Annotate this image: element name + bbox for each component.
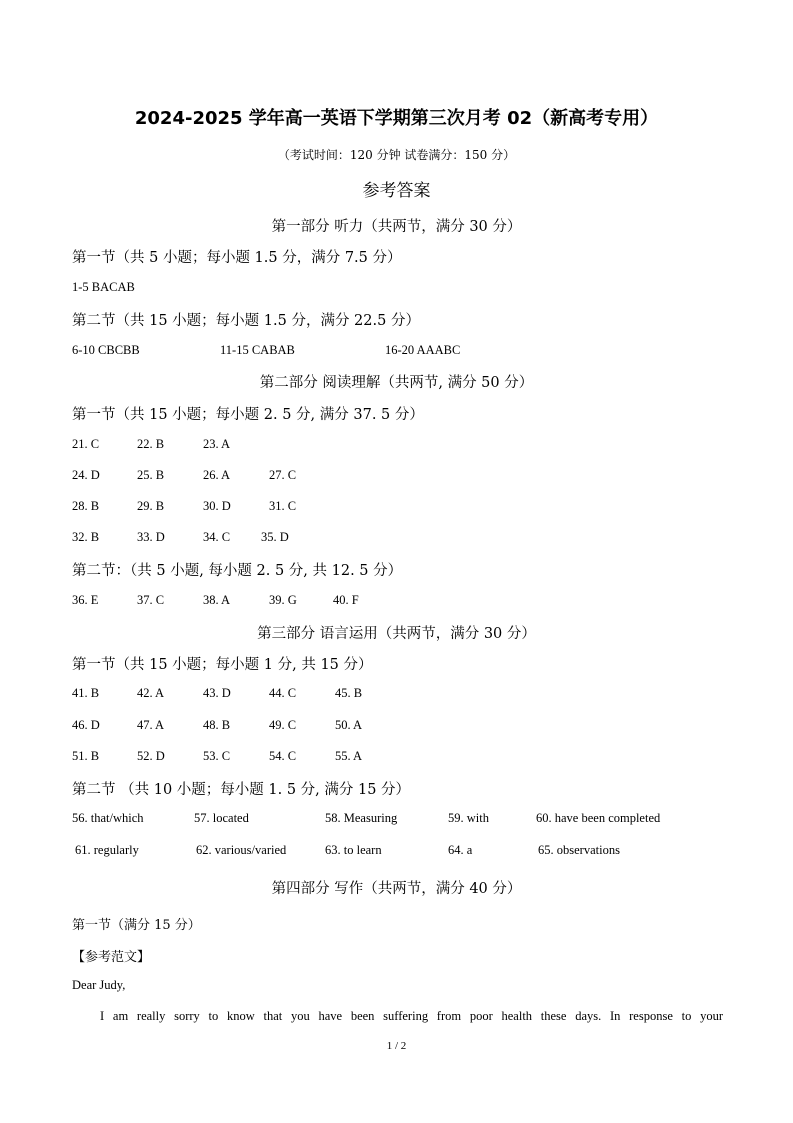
- answer-item: 50. A: [335, 718, 363, 732]
- part1-sec1-heading: 第一节（共 5 小题；每小题 1.5 分，满分 7.5 分）: [72, 250, 402, 266]
- answer-item: 24. D: [72, 468, 100, 482]
- answers-heading: 参考答案: [362, 181, 431, 201]
- part2-sec1-heading: 第一节（共 15 小题；每小题 2. 5 分, 满分 37. 5 分）: [72, 407, 424, 423]
- answer-item: 63. to learn: [325, 843, 382, 857]
- part4-sec1-heading: 第一节（满分 15 分）: [72, 918, 201, 933]
- answer-item: 58. Measuring: [325, 811, 398, 825]
- part1-title: 第一部分 听力（共两节，满分 30 分）: [271, 219, 522, 235]
- answer-item: 41. B: [72, 686, 100, 700]
- answer-item: 25. B: [137, 468, 165, 482]
- answer-item: 32. B: [72, 530, 100, 544]
- answer-item: 52. D: [137, 749, 165, 763]
- sample-essay-label: 【参考范文】: [72, 950, 151, 965]
- part3-sec1-heading: 第一节（共 15 小题；每小题 1 分, 共 15 分）: [72, 657, 373, 673]
- answer-item: 43. D: [203, 686, 231, 700]
- answer-item: 56. that/which: [72, 811, 144, 825]
- answer-group: 11-15 CABAB: [220, 343, 295, 357]
- answer-item: 36. E: [72, 593, 99, 607]
- answer-item: 33. D: [137, 530, 165, 544]
- answer-item: 22. B: [137, 437, 165, 451]
- answer-item: 62. various/varied: [196, 843, 287, 857]
- answer-item: 30. D: [203, 499, 231, 513]
- answer-item: 55. A: [335, 749, 363, 763]
- answer-item: 38. A: [203, 593, 231, 607]
- answer-item: 46. D: [72, 718, 100, 732]
- exam-info: （考试时间：120 分钟 试卷满分：150 分）: [277, 148, 516, 162]
- answer-item: 39. G: [269, 593, 297, 607]
- essay-paragraph: I am really sorry to know that you have been suffering from poor health these days. In response to your: [100, 1009, 723, 1023]
- part3-title: 第三部分 语言运用（共两节，满分 30 分）: [257, 626, 536, 642]
- answer-group: 16-20 AAABC: [385, 343, 461, 357]
- answer-item: 42. A: [137, 686, 165, 700]
- answer-item: 21. C: [72, 437, 100, 451]
- document-title: 2024-2025 学年高一英语下学期第三次月考 02（新高考专用）: [134, 108, 659, 129]
- part1-sec2-heading: 第二节（共 15 小题；每小题 1.5 分，满分 22.5 分）: [72, 313, 420, 329]
- greeting-text: Dear Judy,: [72, 978, 126, 992]
- answer-item: 64. a: [448, 843, 473, 857]
- answer-item: 45. B: [335, 686, 363, 700]
- part4-title: 第四部分 写作（共两节，满分 40 分）: [271, 881, 522, 897]
- answer-item: 51. B: [72, 749, 100, 763]
- answer-item: 61. regularly: [75, 843, 139, 857]
- page-number: 1 / 2: [386, 1040, 407, 1052]
- answer-item: 23. A: [203, 437, 231, 451]
- answer-item: 65. observations: [538, 843, 620, 857]
- answer-group: 1-5 BACAB: [72, 280, 135, 294]
- answer-item: 49. C: [269, 718, 297, 732]
- answer-item: 26. A: [203, 468, 231, 482]
- answer-item: 27. C: [269, 468, 297, 482]
- answer-item: 57. located: [194, 811, 249, 825]
- answer-item: 59. with: [448, 811, 489, 825]
- answer-item: 37. C: [137, 593, 165, 607]
- answer-item: 53. C: [203, 749, 231, 763]
- part3-sec2-heading: 第二节 （共 10 小题；每小题 1. 5 分, 满分 15 分）: [72, 782, 411, 798]
- answer-item: 60. have been completed: [536, 811, 661, 825]
- answer-item: 54. C: [269, 749, 297, 763]
- answer-item: 29. B: [137, 499, 165, 513]
- answer-group: 6-10 CBCBB: [72, 343, 140, 357]
- answer-item: 47. A: [137, 718, 165, 732]
- answer-item: 35. D: [261, 530, 289, 544]
- answer-item: 40. F: [333, 593, 359, 607]
- part2-sec2-heading: 第二节：（共 5 小题, 每小题 2. 5 分, 共 12. 5 分）: [72, 563, 403, 579]
- answer-item: 34. C: [203, 530, 231, 544]
- part2-title: 第二部分 阅读理解（共两节, 满分 50 分）: [259, 375, 534, 391]
- answer-item: 44. C: [269, 686, 297, 700]
- answer-item: 31. C: [269, 499, 297, 513]
- answer-item: 48. B: [203, 718, 231, 732]
- answer-item: 28. B: [72, 499, 100, 513]
